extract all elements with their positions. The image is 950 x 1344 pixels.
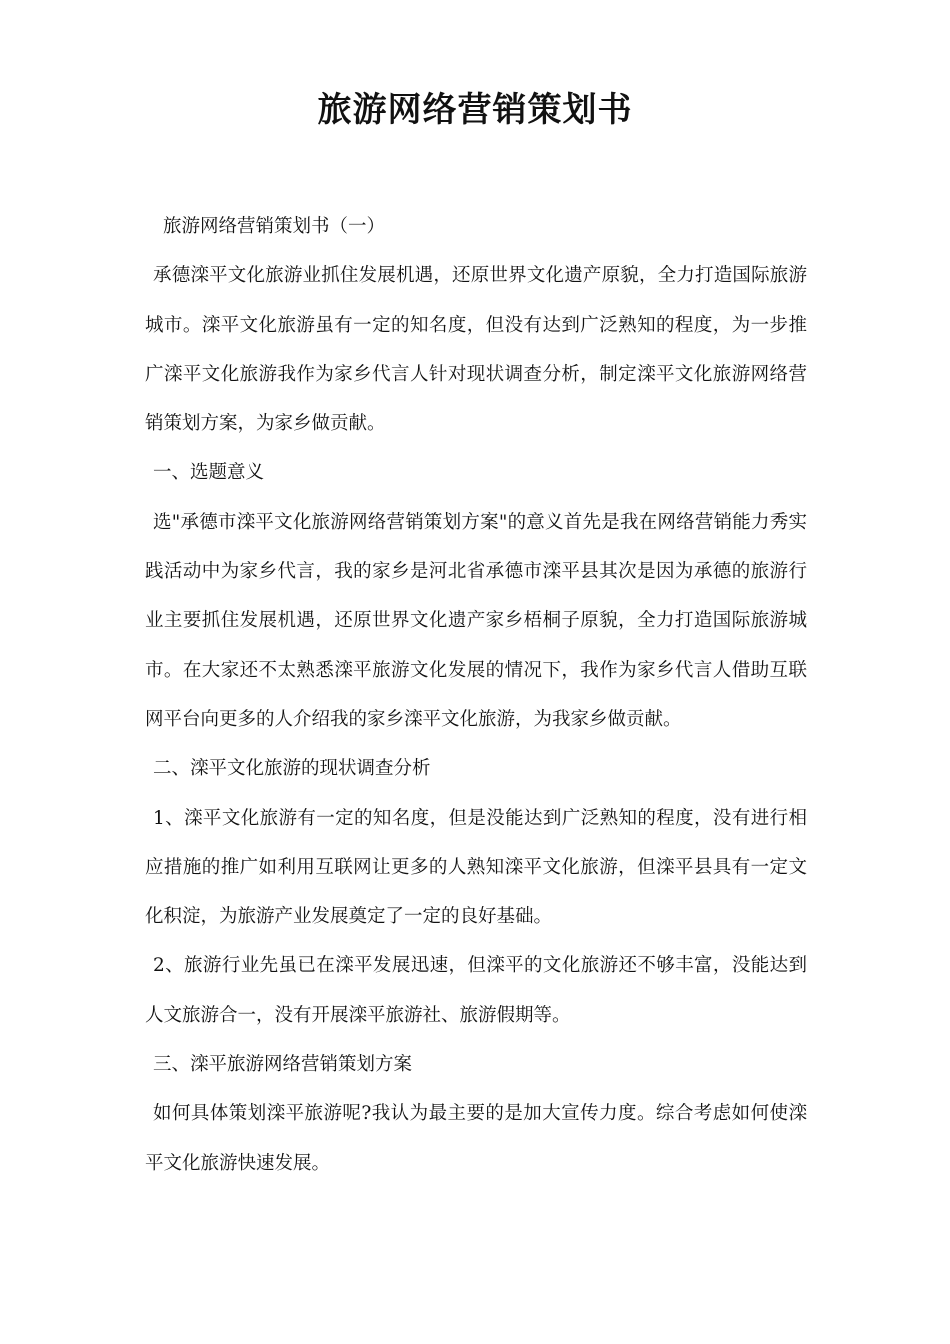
paragraph-item-2: 2、旅游行业先虽已在滦平发展迅速，但滦平的文化旅游还不够丰富，没能达到人文旅游合一，没有开展滦平旅游社、旅游假期等。	[145, 955, 807, 1026]
document-title: 旅游网络营销策划书	[317, 90, 633, 130]
document-subtitle: 旅游网络营销策划书（一）	[163, 216, 386, 237]
paragraph-intro: 承德滦平文化旅游业抓住发展机遇，还原世界文化遗产原貌，全力打造国际旅游城市。滦平文化旅游虽有一定的知名度，但没有达到广泛熟知的程度，为一步推广滦平文化旅游我作为家乡代言人针对现状调查分析，制定滦平文化旅游网络营销策划方案，为家乡做贡献。	[145, 265, 807, 435]
document-body	[145, 202, 807, 1188]
section-heading-3: 三、滦平旅游网络营销策划方案	[153, 1054, 413, 1076]
section-heading-2: 二、滦平文化旅游的现状调查分析	[153, 758, 431, 780]
paragraph-item-1: 1、滦平文化旅游有一定的知名度，但是没能达到广泛熟知的程度，没有进行相应措施的推广如利用互联网让更多的人熟知滦平文化旅游，但滦平县具有一定文化积淀，为旅游产业发展奠定了一定的良好基础。	[145, 807, 807, 928]
paragraph-section-3: 如何具体策划滦平旅游呢?我认为最主要的是加大宣传力度。综合考虑如何使滦平文化旅游快速发展。	[145, 1103, 807, 1174]
paragraph-section-1: 选"承德市滦平文化旅游网络营销策划方案"的意义首先是我在网络营销能力秀实践活动中为家乡代言，我的家乡是河北省承德市滦平县其次是因为承德的旅游行业主要抓住发展机遇，还原世界文化遗产家乡梧桐子原貌，全力打造国际旅游城市。在大家还不太熟悉滦平旅游文化发展的情况下，我作为家乡代言人借助互联网平台向更多的人介绍我的家乡滦平文化旅游，为我家乡做贡献。	[145, 511, 807, 730]
section-heading-1: 一、选题意义	[153, 462, 265, 484]
